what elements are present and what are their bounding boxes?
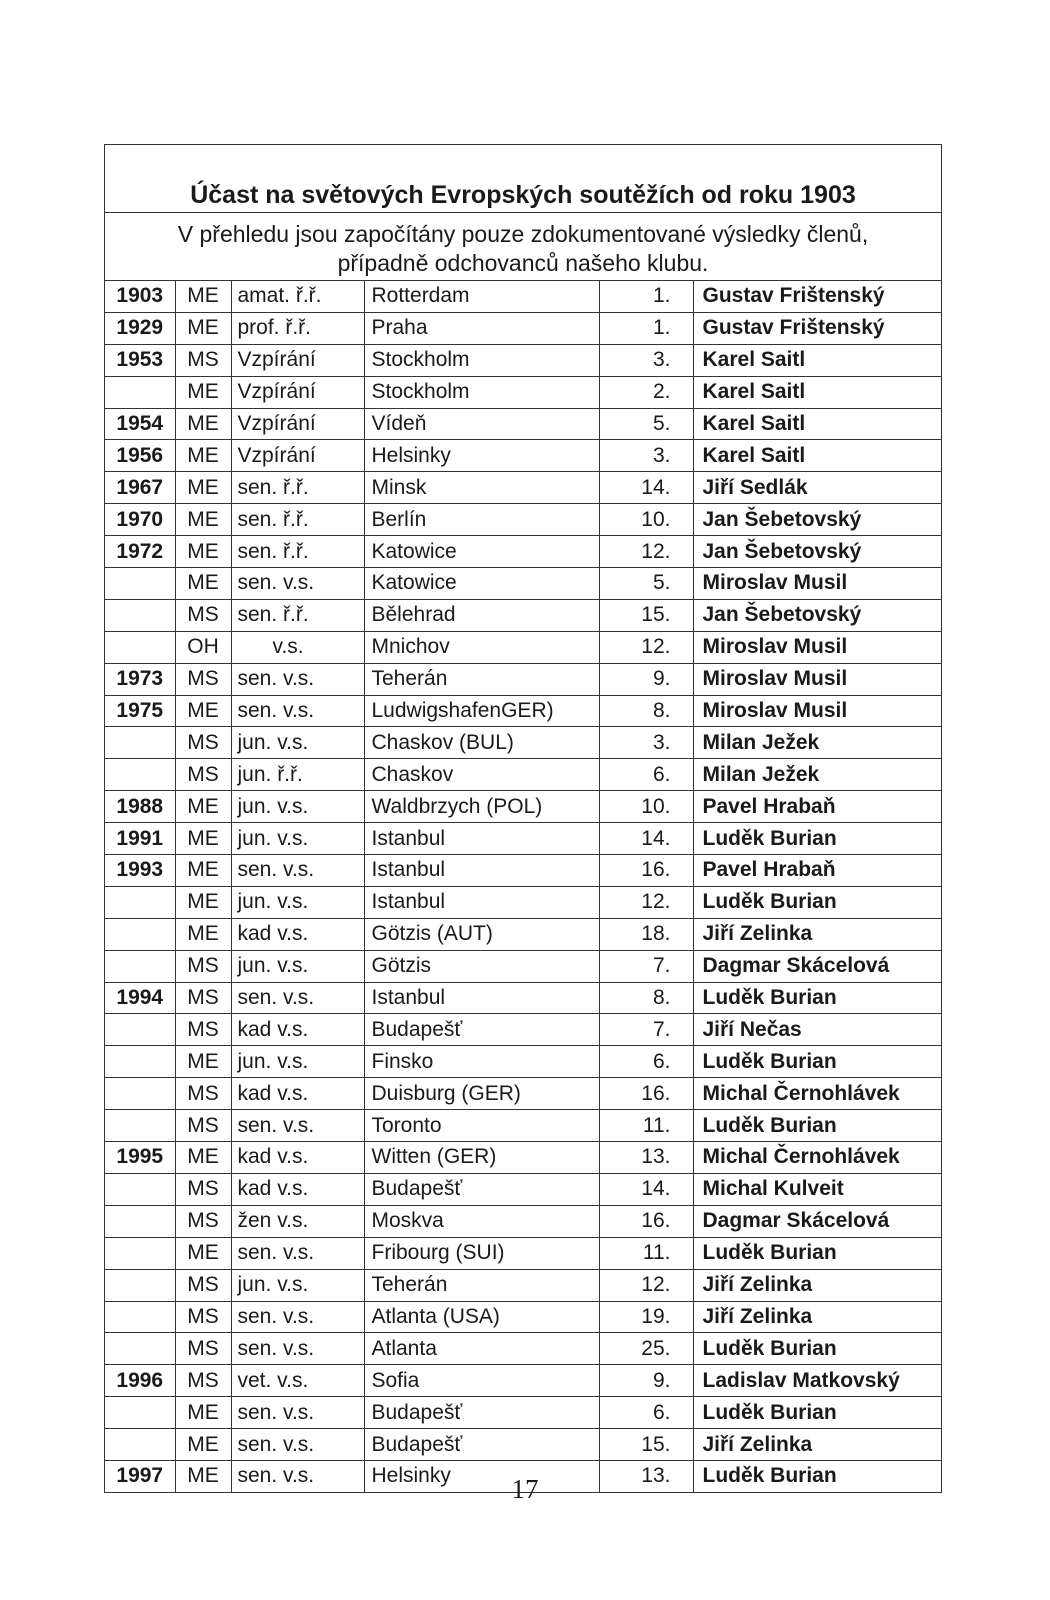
name-cell: Michal Černohlávek xyxy=(693,1142,941,1174)
year-cell: 1991 xyxy=(105,823,175,855)
place-cell: Atlanta xyxy=(364,1333,599,1365)
name-cell: Karel Saitl xyxy=(693,440,941,472)
event-cell: ME xyxy=(175,1460,231,1491)
place-cell: Praha xyxy=(364,312,599,344)
rank-cell: 18. xyxy=(599,918,693,950)
event-cell: OH xyxy=(175,631,231,663)
year-cell: 1973 xyxy=(105,663,175,695)
rank-cell: 1. xyxy=(599,312,693,344)
name-cell: Ladislav Matkovský xyxy=(693,1365,941,1397)
place-cell: Waldbrzych (POL) xyxy=(364,791,599,823)
name-cell: Luděk Burian xyxy=(693,1333,941,1365)
rank-cell: 3. xyxy=(599,440,693,472)
category-cell: sen. v.s. xyxy=(231,1397,364,1429)
category-cell: jun. v.s. xyxy=(231,727,364,759)
category-cell: jun. ř.ř. xyxy=(231,759,364,791)
category-cell: jun. v.s. xyxy=(231,1046,364,1078)
rank-cell: 6. xyxy=(599,759,693,791)
name-cell: Luděk Burian xyxy=(693,1397,941,1429)
category-cell: jun. v.s. xyxy=(231,791,364,823)
rank-cell: 19. xyxy=(599,1301,693,1333)
name-cell: Karel Saitl xyxy=(693,376,941,408)
table-row xyxy=(105,950,941,982)
table-row xyxy=(105,376,941,408)
table-row xyxy=(105,663,941,695)
table-title: Účast na světových Evropských soutěžích od roku 1903 xyxy=(105,145,941,213)
rank-cell: 9. xyxy=(599,663,693,695)
rank-cell: 8. xyxy=(599,982,693,1014)
rank-cell: 7. xyxy=(599,1014,693,1046)
table-row xyxy=(105,536,941,568)
rank-cell: 15. xyxy=(599,599,693,631)
place-cell: Rotterdam xyxy=(364,281,599,312)
event-cell: ME xyxy=(175,536,231,568)
name-cell: Dagmar Skácelová xyxy=(693,1205,941,1237)
category-cell: jun. v.s. xyxy=(231,950,364,982)
event-cell: ME xyxy=(175,855,231,887)
year-cell: 1997 xyxy=(105,1460,175,1491)
table-row xyxy=(105,472,941,504)
category-cell: sen. v.s. xyxy=(231,1237,364,1269)
place-cell: Istanbul xyxy=(364,823,599,855)
year-cell xyxy=(105,886,175,918)
table-row xyxy=(105,1078,941,1110)
name-cell: Luděk Burian xyxy=(693,1237,941,1269)
category-cell: sen. v.s. xyxy=(231,568,364,600)
place-cell: Berlín xyxy=(364,504,599,536)
event-cell: MS xyxy=(175,727,231,759)
event-cell: ME xyxy=(175,823,231,855)
category-cell: sen. v.s. xyxy=(231,663,364,695)
category-cell: kad v.s. xyxy=(231,918,364,950)
table-row xyxy=(105,823,941,855)
year-cell xyxy=(105,1014,175,1046)
subtitle-line-2: případně odchovanců našeho klubu. xyxy=(337,250,709,276)
event-cell: ME xyxy=(175,281,231,312)
event-cell: ME xyxy=(175,504,231,536)
category-cell: sen. v.s. xyxy=(231,1429,364,1461)
year-cell: 1994 xyxy=(105,982,175,1014)
table-row xyxy=(105,918,941,950)
place-cell: Duisburg (GER) xyxy=(364,1078,599,1110)
table-row xyxy=(105,759,941,791)
place-cell: Teherán xyxy=(364,663,599,695)
event-cell: ME xyxy=(175,1429,231,1461)
event-cell: MS xyxy=(175,1301,231,1333)
rank-cell: 12. xyxy=(599,631,693,663)
name-cell: Miroslav Musil xyxy=(693,695,941,727)
category-cell: sen. ř.ř. xyxy=(231,472,364,504)
name-cell: Luděk Burian xyxy=(693,823,941,855)
table-subtitle xyxy=(105,213,941,281)
place-cell: Moskva xyxy=(364,1205,599,1237)
year-cell xyxy=(105,568,175,600)
category-cell: prof. ř.ř. xyxy=(231,312,364,344)
category-cell: amat. ř.ř. xyxy=(231,281,364,312)
year-cell: 1995 xyxy=(105,1142,175,1174)
rank-cell: 6. xyxy=(599,1397,693,1429)
rank-cell: 8. xyxy=(599,695,693,727)
place-cell: Götzis (AUT) xyxy=(364,918,599,950)
rank-cell: 5. xyxy=(599,568,693,600)
event-cell: ME xyxy=(175,472,231,504)
place-cell: Katowice xyxy=(364,536,599,568)
year-cell xyxy=(105,759,175,791)
rank-cell: 3. xyxy=(599,344,693,376)
event-cell: MS xyxy=(175,599,231,631)
year-cell xyxy=(105,599,175,631)
rank-cell: 10. xyxy=(599,504,693,536)
table-row xyxy=(105,568,941,600)
event-cell: MS xyxy=(175,663,231,695)
event-cell: ME xyxy=(175,695,231,727)
table-row xyxy=(105,440,941,472)
name-cell: Jan Šebetovský xyxy=(693,536,941,568)
category-cell: sen. v.s. xyxy=(231,1333,364,1365)
event-cell: MS xyxy=(175,1014,231,1046)
rank-cell: 25. xyxy=(599,1333,693,1365)
year-cell: 1993 xyxy=(105,855,175,887)
name-cell: Jiří Zelinka xyxy=(693,918,941,950)
table-row xyxy=(105,599,941,631)
year-cell: 1972 xyxy=(105,536,175,568)
event-cell: ME xyxy=(175,312,231,344)
event-cell: ME xyxy=(175,1142,231,1174)
year-cell: 1954 xyxy=(105,408,175,440)
table-row xyxy=(105,1397,941,1429)
category-cell: sen. v.s. xyxy=(231,982,364,1014)
rank-cell: 2. xyxy=(599,376,693,408)
event-cell: MS xyxy=(175,950,231,982)
rank-cell: 11. xyxy=(599,1110,693,1142)
place-cell: Helsinky xyxy=(364,1460,599,1491)
category-cell: sen. ř.ř. xyxy=(231,504,364,536)
event-cell: ME xyxy=(175,918,231,950)
table-row xyxy=(105,1301,941,1333)
table-row xyxy=(105,1014,941,1046)
name-cell: Jiří Zelinka xyxy=(693,1429,941,1461)
table-row xyxy=(105,1333,941,1365)
place-cell: Budapešť xyxy=(364,1014,599,1046)
rank-cell: 13. xyxy=(599,1142,693,1174)
name-cell: Jiří Zelinka xyxy=(693,1269,941,1301)
place-cell: Stockholm xyxy=(364,344,599,376)
year-cell xyxy=(105,1301,175,1333)
name-cell: Luděk Burian xyxy=(693,1460,941,1491)
name-cell: Miroslav Musil xyxy=(693,631,941,663)
place-cell: Finsko xyxy=(364,1046,599,1078)
name-cell: Gustav Frištenský xyxy=(693,281,941,312)
event-cell: MS xyxy=(175,344,231,376)
place-cell: Götzis xyxy=(364,950,599,982)
rank-cell: 7. xyxy=(599,950,693,982)
year-cell: 1988 xyxy=(105,791,175,823)
name-cell: Dagmar Skácelová xyxy=(693,950,941,982)
category-cell: sen. ř.ř. xyxy=(231,536,364,568)
name-cell: Luděk Burian xyxy=(693,886,941,918)
event-cell: MS xyxy=(175,982,231,1014)
table-row xyxy=(105,312,941,344)
year-cell xyxy=(105,1046,175,1078)
table-row xyxy=(105,855,941,887)
table-row xyxy=(105,727,941,759)
year-cell xyxy=(105,631,175,663)
year-cell xyxy=(105,727,175,759)
table-row xyxy=(105,1046,941,1078)
rank-cell: 3. xyxy=(599,727,693,759)
name-cell: Milan Ježek xyxy=(693,727,941,759)
year-cell xyxy=(105,376,175,408)
event-cell: MS xyxy=(175,1333,231,1365)
table-row xyxy=(105,408,941,440)
event-cell: MS xyxy=(175,1269,231,1301)
event-cell: ME xyxy=(175,791,231,823)
year-cell xyxy=(105,950,175,982)
table-row xyxy=(105,982,941,1014)
event-cell: ME xyxy=(175,408,231,440)
table-row xyxy=(105,886,941,918)
place-cell: Chaskov (BUL) xyxy=(364,727,599,759)
table-row xyxy=(105,1365,941,1397)
name-cell: Luděk Burian xyxy=(693,982,941,1014)
table-row xyxy=(105,695,941,727)
rank-cell: 12. xyxy=(599,886,693,918)
category-cell: kad v.s. xyxy=(231,1078,364,1110)
year-cell xyxy=(105,1429,175,1461)
year-cell: 1953 xyxy=(105,344,175,376)
category-cell: Vzpírání xyxy=(231,440,364,472)
rank-cell: 14. xyxy=(599,1173,693,1205)
event-cell: ME xyxy=(175,1397,231,1429)
name-cell: Jan Šebetovský xyxy=(693,504,941,536)
year-cell xyxy=(105,1237,175,1269)
rank-cell: 12. xyxy=(599,1269,693,1301)
category-cell: sen. v.s. xyxy=(231,1460,364,1491)
year-cell: 1996 xyxy=(105,1365,175,1397)
event-cell: ME xyxy=(175,1046,231,1078)
event-cell: ME xyxy=(175,886,231,918)
rank-cell: 16. xyxy=(599,1205,693,1237)
place-cell: Witten (GER) xyxy=(364,1142,599,1174)
category-cell: kad v.s. xyxy=(231,1173,364,1205)
place-cell: Istanbul xyxy=(364,855,599,887)
name-cell: Michal Kulveit xyxy=(693,1173,941,1205)
category-cell: jun. v.s. xyxy=(231,886,364,918)
year-cell xyxy=(105,918,175,950)
year-cell: 1967 xyxy=(105,472,175,504)
place-cell: Vídeň xyxy=(364,408,599,440)
place-cell: Helsinky xyxy=(364,440,599,472)
year-cell: 1929 xyxy=(105,312,175,344)
event-cell: MS xyxy=(175,1110,231,1142)
category-cell: sen. v.s. xyxy=(231,695,364,727)
rank-cell: 12. xyxy=(599,536,693,568)
place-cell: Atlanta (USA) xyxy=(364,1301,599,1333)
name-cell: Karel Saitl xyxy=(693,408,941,440)
place-cell: Sofia xyxy=(364,1365,599,1397)
year-cell xyxy=(105,1205,175,1237)
category-cell: vet. v.s. xyxy=(231,1365,364,1397)
place-cell: Teherán xyxy=(364,1269,599,1301)
category-cell: sen. v.s. xyxy=(231,1110,364,1142)
rank-cell: 13. xyxy=(599,1460,693,1491)
place-cell: Budapešť xyxy=(364,1429,599,1461)
name-cell: Pavel Hrabaň xyxy=(693,791,941,823)
rank-cell: 16. xyxy=(599,1078,693,1110)
year-cell: 1903 xyxy=(105,281,175,312)
name-cell: Gustav Frištenský xyxy=(693,312,941,344)
rank-cell: 11. xyxy=(599,1237,693,1269)
event-cell: MS xyxy=(175,1365,231,1397)
year-cell xyxy=(105,1269,175,1301)
year-cell xyxy=(105,1078,175,1110)
table-row xyxy=(105,631,941,663)
place-cell: LudwigshafenGER) xyxy=(364,695,599,727)
rank-cell: 15. xyxy=(599,1429,693,1461)
event-cell: ME xyxy=(175,1237,231,1269)
event-cell: ME xyxy=(175,376,231,408)
place-cell: Chaskov xyxy=(364,759,599,791)
place-cell: Istanbul xyxy=(364,886,599,918)
category-cell: sen. v.s. xyxy=(231,855,364,887)
year-cell: 1956 xyxy=(105,440,175,472)
name-cell: Jiří Zelinka xyxy=(693,1301,941,1333)
table-row xyxy=(105,1237,941,1269)
place-cell: Istanbul xyxy=(364,982,599,1014)
table-row xyxy=(105,1110,941,1142)
name-cell: Karel Saitl xyxy=(693,344,941,376)
name-cell: Jan Šebetovský xyxy=(693,599,941,631)
name-cell: Michal Černohlávek xyxy=(693,1078,941,1110)
table-row xyxy=(105,281,941,312)
table-row xyxy=(105,1205,941,1237)
name-cell: Miroslav Musil xyxy=(693,568,941,600)
event-cell: ME xyxy=(175,568,231,600)
place-cell: Budapešť xyxy=(364,1397,599,1429)
name-cell: Jiří Nečas xyxy=(693,1014,941,1046)
event-cell: MS xyxy=(175,1078,231,1110)
category-cell: kad v.s. xyxy=(231,1014,364,1046)
rank-cell: 9. xyxy=(599,1365,693,1397)
rank-cell: 1. xyxy=(599,281,693,312)
table-row xyxy=(105,791,941,823)
place-cell: Katowice xyxy=(364,568,599,600)
name-cell: Luděk Burian xyxy=(693,1110,941,1142)
place-cell: Stockholm xyxy=(364,376,599,408)
year-cell xyxy=(105,1173,175,1205)
year-cell xyxy=(105,1333,175,1365)
event-cell: MS xyxy=(175,759,231,791)
name-cell: Miroslav Musil xyxy=(693,663,941,695)
rank-cell: 5. xyxy=(599,408,693,440)
category-cell: kad v.s. xyxy=(231,1142,364,1174)
category-cell: Vzpírání xyxy=(231,344,364,376)
place-cell: Bělehrad xyxy=(364,599,599,631)
name-cell: Luděk Burian xyxy=(693,1046,941,1078)
table-row xyxy=(105,1142,941,1174)
category-cell: sen. v.s. xyxy=(231,1301,364,1333)
place-cell: Fribourg (SUI) xyxy=(364,1237,599,1269)
category-cell: jun. v.s. xyxy=(231,823,364,855)
year-cell xyxy=(105,1110,175,1142)
place-cell: Minsk xyxy=(364,472,599,504)
category-cell: v.s. xyxy=(231,631,364,663)
year-cell: 1970 xyxy=(105,504,175,536)
place-cell: Toronto xyxy=(364,1110,599,1142)
category-cell: sen. ř.ř. xyxy=(231,599,364,631)
table-row xyxy=(105,344,941,376)
event-cell: MS xyxy=(175,1205,231,1237)
table-row xyxy=(105,1429,941,1461)
table-row xyxy=(105,1173,941,1205)
results-table-frame xyxy=(104,144,942,1493)
subtitle-line-1: V přehledu jsou započítány pouze zdokumentované výsledky členů, xyxy=(177,221,869,247)
rank-cell: 14. xyxy=(599,472,693,504)
event-cell: ME xyxy=(175,440,231,472)
rank-cell: 16. xyxy=(599,855,693,887)
results-table xyxy=(105,281,941,1492)
place-cell: Budapešť xyxy=(364,1173,599,1205)
rank-cell: 14. xyxy=(599,823,693,855)
category-cell: Vzpírání xyxy=(231,408,364,440)
page-number: 17 xyxy=(511,1474,539,1504)
rank-cell: 10. xyxy=(599,791,693,823)
category-cell: žen v.s. xyxy=(231,1205,364,1237)
name-cell: Milan Ježek xyxy=(693,759,941,791)
place-cell: Mnichov xyxy=(364,631,599,663)
category-cell: Vzpírání xyxy=(231,376,364,408)
name-cell: Jiří Sedlák xyxy=(693,472,941,504)
year-cell: 1975 xyxy=(105,695,175,727)
category-cell: jun. v.s. xyxy=(231,1269,364,1301)
year-cell xyxy=(105,1397,175,1429)
rank-cell: 6. xyxy=(599,1046,693,1078)
name-cell: Pavel Hrabaň xyxy=(693,855,941,887)
table-row xyxy=(105,504,941,536)
table-row xyxy=(105,1269,941,1301)
results-table-body xyxy=(105,281,941,1492)
event-cell: MS xyxy=(175,1173,231,1205)
